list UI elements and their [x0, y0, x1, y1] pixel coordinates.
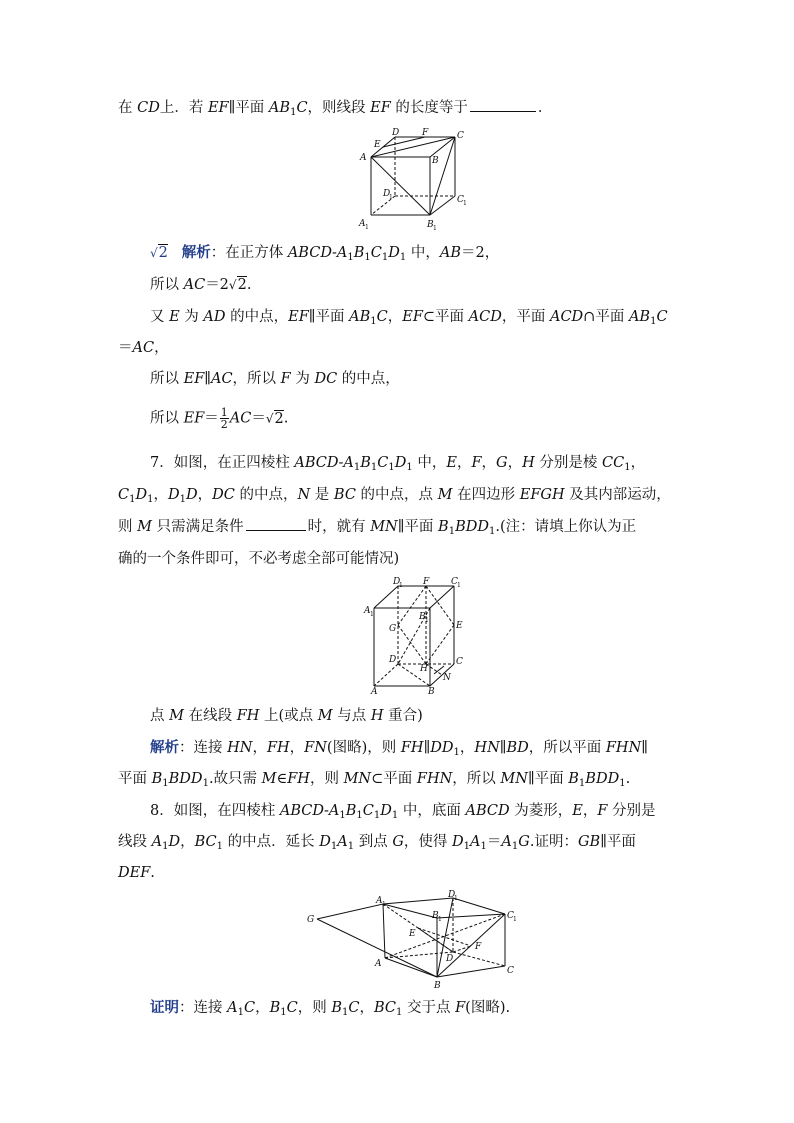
q6-question-line: 在 CD上．若 EF∥平面 $AB_1C$，则线段 EF 的长度等于 ．: [118, 100, 553, 118]
label-E: E: [456, 621, 463, 631]
label-C: C: [457, 131, 464, 141]
label-C1: C: [457, 195, 464, 205]
q6-solution-line-4: ＝AC，: [118, 340, 169, 356]
q6-text-e: 的长度等于: [395, 100, 468, 116]
label-G: G: [389, 624, 397, 634]
solution-label: 解析: [181, 244, 211, 261]
figure-prism: [362, 574, 472, 696]
label-D1: D: [383, 189, 391, 199]
label-B1: B: [427, 220, 434, 230]
sub-1: 1: [454, 895, 458, 902]
q7-solution-line-2: 平面 $B_1BDD_1$.故只需 M∈FH，则 MN⊂平面 FHN，所以 MN∥平面 $B_1BDD_1$.: [118, 771, 631, 789]
q7-text-line-4: 确的一个条件即可，不必考虑全部可能情况): [118, 551, 400, 567]
q6-text-b: 上．若: [159, 100, 204, 116]
sub-1: 1: [425, 617, 429, 624]
q6-solution-line-5: 所以 EF∥AC，所以 F 为 DC 的中点，: [150, 371, 400, 387]
q7-answer-line: 点 M 在线段 FH 上(或点 M 与点 H 重合): [150, 708, 423, 724]
q7-text-line-3: 则 M 只需满足条件 时，就有 MN∥平面 $B_1BDD_1$.(注：请填上你认为正: [118, 519, 637, 537]
label-B: B: [428, 687, 435, 697]
q6-solution-line-3: 又 E 为 AD 的中点，EF∥平面 $AB_1C$，EF⊂平面 ACD，平面 ACD∩平面 $AB_1C$: [150, 309, 668, 327]
sub-1: 1: [382, 901, 386, 908]
label-C1: C: [507, 911, 514, 921]
label-D: D: [446, 954, 454, 964]
sub-1: 1: [463, 200, 467, 207]
label-B1: B: [419, 612, 426, 622]
solution-label: 解析: [150, 739, 179, 756]
label-D: D: [389, 655, 397, 665]
label-B: B: [432, 156, 439, 166]
q6-solution-line-2: 所以 AC＝2√2.: [150, 277, 252, 293]
q8-text-line-3: DEF.: [118, 865, 155, 881]
sub-1: 1: [399, 582, 403, 589]
label-F: F: [422, 128, 429, 138]
label-A: A: [371, 687, 378, 697]
figure-parallelepiped: [305, 886, 525, 990]
label-N: N: [443, 673, 451, 683]
label-A: A: [360, 153, 367, 163]
sub-1: 1: [365, 224, 369, 231]
q6-solution-line-6: 所以 EF＝ $\frac{1}{2}$ AC＝√2.: [150, 406, 289, 431]
q6-answer: √2: [150, 245, 168, 261]
label-E: E: [374, 140, 381, 150]
sub-1: 1: [370, 611, 374, 618]
label-A1: A: [376, 896, 383, 906]
figure-cube: [355, 126, 475, 231]
q6-text-a: 在: [118, 100, 133, 116]
label-G: G: [307, 915, 315, 925]
q7-text-line-1: 7．如图，在正四棱柱 ABCD-$A_1B_1C_1D_1$ 中，E，F，G，H 分别是棱 $CC_1$，: [150, 455, 646, 473]
q7-solution-line-1: 解析：连接 HN，FH，FN(图略)，则 $FH\parallel DD_1$，HN∥BD，所以平面 FHN∥: [150, 739, 648, 758]
answer-blank: [470, 99, 536, 112]
sub-1: 1: [438, 916, 442, 923]
q8-proof-line: 证明：连接 $A_1C$，$B_1C$，则 $B_1C$，$BC_1$ 交于点 F(图略).: [150, 999, 511, 1018]
label-H: H: [420, 664, 428, 674]
q8-text-line-1: 8．如图，在四棱柱 ABCD-$A_1B_1C_1D_1$ 中，底面 ABCD 为菱形，E，F 分别是: [150, 803, 656, 821]
label-B: B: [434, 981, 441, 991]
label-E: E: [409, 929, 416, 939]
answer-blank: [246, 518, 306, 531]
label-A: A: [375, 959, 382, 969]
label-B1: B: [432, 911, 439, 921]
label-D: D: [392, 128, 400, 138]
q6-text-c: ∥平面: [228, 100, 265, 116]
label-A1: A: [364, 606, 371, 616]
proof-label: 证明: [150, 999, 179, 1016]
sub-1: 1: [457, 582, 461, 589]
q6-solution-line-1: √2 解析：在正方体 ABCD-$A_1B_1C_1D_1$ 中，AB＝2，: [150, 244, 500, 263]
q8-text-line-2: 线段 $A_1D$，$BC_1$ 的中点．延长 $D_1A_1$ 到点 G，使得 $D_1A_1=A_1G$.证明：GB∥平面: [118, 834, 636, 852]
fraction-one-half: $\frac{1}{2}$: [220, 406, 228, 431]
sub-1: 1: [513, 916, 517, 923]
label-F: F: [423, 577, 430, 587]
sub-1: 1: [433, 225, 437, 232]
label-C: C: [507, 966, 514, 976]
label-C1: C: [451, 577, 458, 587]
label-F: F: [475, 942, 482, 952]
sub-1: 1: [389, 194, 393, 201]
q7-text-line-2: $C_1D_1$，$D_1D$，DC 的中点，N 是 BC 的中点，点 M 在四边形 EFGH 及其内部运动，: [118, 487, 671, 505]
q6-text-d: ，则线段: [307, 100, 366, 116]
label-D1: D: [393, 577, 401, 587]
label-D1: D: [448, 890, 456, 900]
label-C: C: [456, 657, 463, 667]
label-A1: A: [359, 219, 366, 229]
